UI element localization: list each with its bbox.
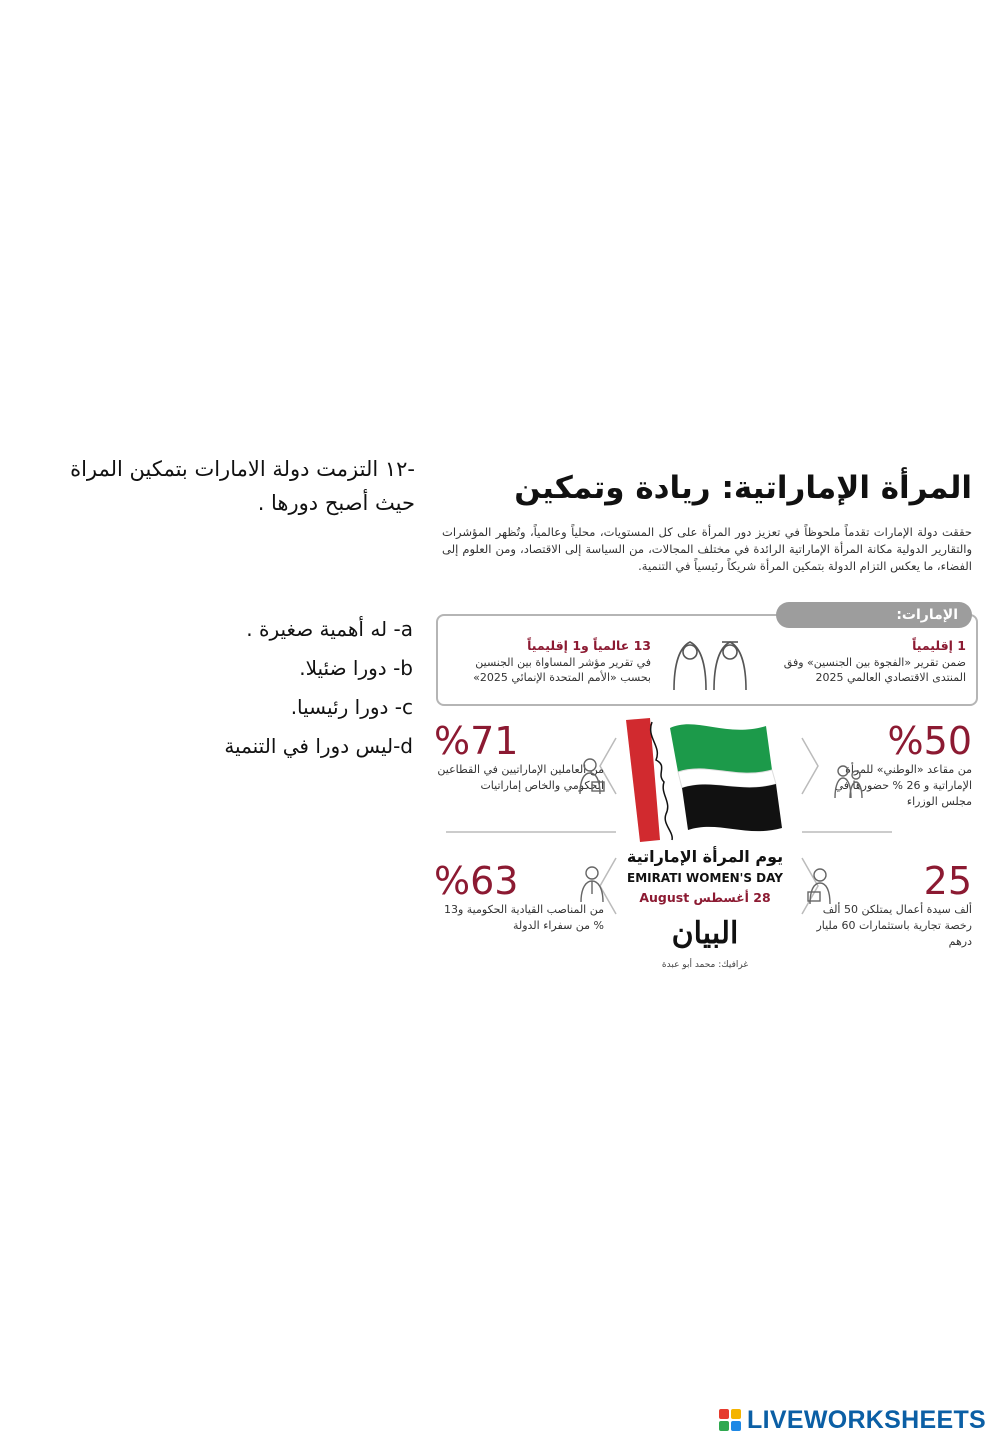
- uae-flag-icon: [616, 710, 794, 846]
- infographic-intro: حققت دولة الإمارات تقدماً ملحوظاً في تعزيز دور المرأة على كل المستويات، محلياً وعالمياً، وتُظهر المؤشرات والتقارير الدولية مكانة المرأة الإماراتية الرائدة في مختلف المجالات، من السياسة إلى الاقتصاد، ومن العلوم إلى الفضاء، ما يعكس التزام الدولة بتمكين المرأة شريكاً رئيسياً في التنمية.: [442, 525, 972, 573]
- option-c[interactable]: c- دورا رئيسيا.: [290, 695, 413, 719]
- emirati-couple-icon: [668, 628, 752, 694]
- stat-leadership-text: من المناصب القيادية الحكومية و13 % من سفراء الدولة: [443, 903, 604, 932]
- option-d[interactable]: d-ليس دورا في التنمية: [224, 734, 413, 758]
- womens-day-english: EMIRATI WOMEN'S DAY: [627, 871, 783, 885]
- infographic: [430, 462, 982, 980]
- rankings-panel: [436, 607, 978, 706]
- question-text: [20, 452, 415, 520]
- stat-parliament-number: %50: [887, 719, 972, 763]
- stat-workforce-number: %71: [434, 719, 519, 763]
- ranking-regional: [766, 638, 966, 685]
- ranking-global-text: في تقرير مؤشر المساواة بين الجنسين بحسب «الأمم المتحدة الإنمائي 2025»: [473, 656, 651, 684]
- liveworksheets-text: LIVEWORKSHEETS: [747, 1405, 986, 1434]
- womens-day-emblem: [616, 710, 794, 980]
- infographic-title: المرأة الإماراتية: ريادة وتمكين: [514, 470, 972, 506]
- ranking-global: [441, 638, 651, 685]
- woman-worker-icon: [576, 756, 608, 798]
- stat-parliament-text: من مقاعد «الوطني» للمرأة الإماراتية و 26 % حضورها في مجلس الوزراء: [834, 763, 972, 808]
- liveworksheets-watermark: [719, 1405, 986, 1435]
- question-line-2: حيث أصبح دورها .: [257, 491, 415, 515]
- albayan-logo: البيان: [671, 916, 739, 951]
- uae-tab: الإمارات:: [776, 602, 972, 628]
- woman-leader-icon: [576, 864, 608, 906]
- graphic-credit: غرافيك: محمد أبو عبدة: [661, 960, 749, 970]
- womens-day-arabic: يوم المرأة الإماراتية: [626, 847, 784, 866]
- question-line-1: -١٢ التزمت دولة الامارات بتمكين المراة: [70, 457, 415, 481]
- stat-leadership-number: %63: [434, 859, 519, 903]
- liveworksheets-logo-icon: [719, 1409, 741, 1431]
- option-b[interactable]: b- دورا ضئيلا.: [299, 656, 413, 680]
- ranking-regional-text: ضمن تقرير «الفجوة بين الجنسين» وفق المنتدى الاقتصادي العالمي 2025: [783, 656, 966, 684]
- option-a[interactable]: a- له أهمية صغيرة .: [246, 617, 413, 641]
- womens-day-date: 28 أغسطس August: [639, 890, 771, 905]
- businesswoman-icon: [806, 866, 838, 908]
- women-group-icon: [832, 762, 866, 802]
- stat-businesswomen-number: 25: [923, 859, 972, 903]
- ranking-global-head: 13 عالمياً و1 إقليمياً: [527, 638, 651, 653]
- stat-businesswomen-text: ألف سيدة أعمال يمتلكن 50 ألف رخصة تجارية باستثمارات 60 مليار درهم: [816, 903, 972, 948]
- answer-options: [20, 610, 415, 766]
- stat-workforce-text: من العاملين الإماراتيين في القطاعين الحكومي والخاص إماراتيات: [437, 763, 604, 792]
- ranking-regional-head: 1 إقليمياً: [912, 638, 966, 653]
